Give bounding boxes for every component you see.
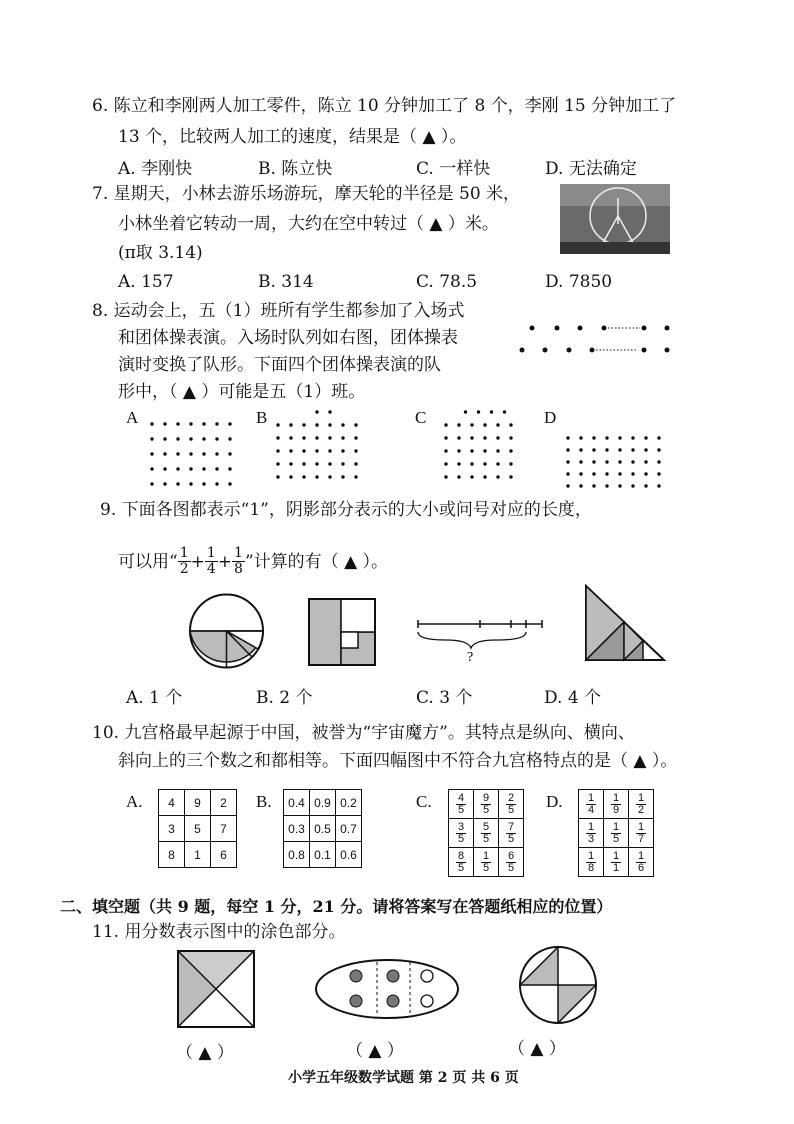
formation-dot bbox=[315, 436, 318, 439]
formation-dot bbox=[579, 448, 582, 451]
q7-line1: 7. 星期天，小林去游乐场游玩，摩天轮的半径是 50 米， bbox=[92, 184, 521, 204]
formation-dot bbox=[496, 462, 499, 465]
formation-dot bbox=[150, 467, 153, 470]
formation-dot bbox=[496, 475, 499, 478]
formation-dot bbox=[341, 462, 344, 465]
formation-dot bbox=[579, 460, 582, 463]
q8-option-b: B bbox=[256, 408, 268, 427]
q7-option-c: C. 78.5 bbox=[416, 272, 478, 292]
formation-dot bbox=[302, 449, 305, 452]
formation-dot bbox=[496, 436, 499, 439]
q11-answer-2: （ ▲ ） bbox=[346, 1041, 404, 1061]
formation-dot bbox=[644, 460, 647, 463]
q11-answer-3: （ ▲ ） bbox=[508, 1039, 566, 1059]
formation-dot bbox=[215, 437, 218, 440]
formation-dot bbox=[657, 484, 660, 487]
formation-dot bbox=[150, 437, 153, 440]
formation-c-dots bbox=[440, 408, 540, 488]
formation-dot bbox=[618, 484, 621, 487]
formation-dot bbox=[202, 422, 205, 425]
formation-dot bbox=[289, 462, 292, 465]
formation-dot bbox=[289, 423, 292, 426]
q10-option-b: B. bbox=[256, 792, 272, 811]
grid-cell: $\frac{4}{5}$ bbox=[449, 790, 474, 819]
formation-dot bbox=[592, 484, 595, 487]
grid-cell: $\frac{3}{5}$ bbox=[449, 819, 474, 848]
q10-grid-b bbox=[283, 789, 362, 868]
q9-triangle-figure bbox=[584, 584, 668, 664]
formation-dot bbox=[444, 462, 447, 465]
formation-dot bbox=[444, 436, 447, 439]
formation-dot bbox=[444, 423, 447, 426]
q10-option-c: C. bbox=[416, 792, 432, 811]
grid-cell: 0.1 bbox=[310, 842, 336, 868]
entrance-formation bbox=[512, 318, 682, 360]
grid-cell: 0.2 bbox=[336, 790, 362, 816]
grid-cell: $\frac{6}{5}$ bbox=[499, 848, 524, 877]
formation-dot bbox=[644, 436, 647, 439]
formation-dot bbox=[163, 482, 166, 485]
formation-dot bbox=[315, 462, 318, 465]
grid-cell: $\frac{7}{5}$ bbox=[499, 819, 524, 848]
q11-square-figure bbox=[176, 949, 256, 1031]
grid-cell: 6 bbox=[211, 842, 237, 868]
formation-dot bbox=[354, 449, 357, 452]
formation-dot bbox=[657, 472, 660, 475]
grid-cell: 0.8 bbox=[284, 842, 310, 868]
q9-plus: + bbox=[190, 551, 205, 572]
formation-dot bbox=[470, 436, 473, 439]
q9-square-figure bbox=[308, 598, 378, 668]
formation-dot bbox=[509, 475, 512, 478]
page-footer: 小学五年级数学试题 第 2 页 共 6 页 bbox=[288, 1070, 519, 1086]
grid-cell: $\frac{2}{5}$ bbox=[499, 790, 524, 819]
q9-question-mark: ? bbox=[467, 650, 474, 665]
formation-dot bbox=[618, 472, 621, 475]
q10-option-a: A. bbox=[126, 792, 143, 811]
formation-dot bbox=[483, 462, 486, 465]
q9-option-b: B. 2 个 bbox=[256, 688, 313, 708]
grid-cell: $\frac{1}{3}$ bbox=[579, 819, 604, 848]
formation-dot bbox=[341, 436, 344, 439]
q9-line1: 9. 下面各图都表示“1”，阴影部分表示的大小或问号对应的长度， bbox=[100, 500, 592, 520]
formation-dot bbox=[605, 436, 608, 439]
formation-dot bbox=[176, 452, 179, 455]
formation-dot bbox=[215, 452, 218, 455]
formation-dot bbox=[150, 482, 153, 485]
formation-dot bbox=[163, 437, 166, 440]
formation-dot bbox=[215, 482, 218, 485]
q7-line2: 小林坐着它转动一周，大约在空中转过（ ▲ ）米。 bbox=[118, 214, 499, 234]
formation-dot bbox=[605, 472, 608, 475]
formation-dot bbox=[592, 460, 595, 463]
grid-cell: 1 bbox=[185, 842, 211, 868]
q8-option-a: A bbox=[126, 408, 139, 427]
grid-cell: 3 bbox=[159, 816, 185, 842]
formation-dot bbox=[202, 482, 205, 485]
q10-line1: 10. 九宫格最早起源于中国，被誉为“宇宙魔方”。其特点是纵向、横向、 bbox=[92, 723, 635, 743]
formation-dot bbox=[457, 436, 460, 439]
formation-dot bbox=[176, 467, 179, 470]
formation-dot bbox=[276, 436, 279, 439]
q9-line2 bbox=[118, 546, 388, 577]
formation-a-dots bbox=[146, 408, 246, 488]
grid-cell: 0.3 bbox=[284, 816, 310, 842]
q11-oval-figure bbox=[314, 958, 460, 1020]
formation-dot bbox=[289, 475, 292, 478]
q7-line3: (π取 3.14) bbox=[118, 243, 203, 263]
formation-dot bbox=[457, 423, 460, 426]
formation-dot bbox=[605, 460, 608, 463]
grid-cell: 5 bbox=[185, 816, 211, 842]
formation-dot bbox=[302, 475, 305, 478]
formation-dot bbox=[228, 422, 231, 425]
q9-option-a: A. 1 个 bbox=[126, 688, 183, 708]
grid-cell: $\frac{1}{5}$ bbox=[474, 848, 499, 877]
formation-dot bbox=[470, 475, 473, 478]
q6-option-a: A. 李刚快 bbox=[118, 159, 193, 179]
formation-dot bbox=[483, 475, 486, 478]
formation-dot bbox=[457, 462, 460, 465]
formation-dot bbox=[644, 472, 647, 475]
formation-dot bbox=[566, 448, 569, 451]
formation-dot bbox=[631, 472, 634, 475]
formation-dot bbox=[444, 475, 447, 478]
formation-dot bbox=[631, 460, 634, 463]
formation-dot bbox=[176, 482, 179, 485]
formation-dot bbox=[302, 423, 305, 426]
formation-dot bbox=[457, 475, 460, 478]
formation-dot bbox=[483, 449, 486, 452]
q9-option-c: C. 3 个 bbox=[416, 688, 473, 708]
formation-dot bbox=[354, 475, 357, 478]
formation-dot bbox=[276, 423, 279, 426]
formation-dot bbox=[354, 436, 357, 439]
formation-dot bbox=[189, 422, 192, 425]
formation-dot bbox=[341, 449, 344, 452]
formation-dot bbox=[176, 437, 179, 440]
grid-cell: $\frac{1}{9}$ bbox=[604, 790, 629, 819]
formation-dot bbox=[215, 467, 218, 470]
q11-circle-figure bbox=[517, 944, 601, 1028]
q8-line3: 演时变换了队形。下面四个团体操表演的队 bbox=[118, 355, 441, 375]
formation-dot bbox=[328, 423, 331, 426]
formation-dot bbox=[150, 452, 153, 455]
q7-option-d: D. 7850 bbox=[545, 272, 613, 292]
formation-dot bbox=[631, 448, 634, 451]
q8-line2: 和团体操表演。入场时队列如右图，团体操表 bbox=[118, 328, 458, 348]
q11-answer-1: （ ▲ ） bbox=[176, 1043, 234, 1063]
formation-dot bbox=[315, 410, 318, 413]
q10-option-d: D. bbox=[546, 792, 563, 811]
grid-cell: $\frac{1}{2}$ bbox=[629, 790, 654, 819]
q6-line2: 13 个，比较两人加工的速度，结果是（ ▲ ）。 bbox=[118, 127, 467, 147]
q9-frac-quarter: $\frac{1}{4}$ bbox=[206, 545, 216, 577]
formation-dot bbox=[509, 449, 512, 452]
q9-line2-pre: 可以用“ bbox=[118, 551, 178, 572]
formation-dot bbox=[605, 448, 608, 451]
formation-dot bbox=[189, 467, 192, 470]
formation-dot bbox=[228, 467, 231, 470]
formation-dot bbox=[579, 436, 582, 439]
formation-dot bbox=[228, 452, 231, 455]
grid-cell: 2 bbox=[211, 790, 237, 816]
q8-line1: 8. 运动会上，五（1）班所有学生都参加了入场式 bbox=[92, 301, 465, 321]
formation-dot bbox=[566, 472, 569, 475]
formation-dot bbox=[592, 436, 595, 439]
q6-option-d: D. 无法确定 bbox=[545, 159, 637, 179]
formation-dot bbox=[202, 452, 205, 455]
formation-dot bbox=[189, 437, 192, 440]
formation-dot bbox=[605, 484, 608, 487]
formation-dot bbox=[215, 422, 218, 425]
grid-cell: 8 bbox=[159, 842, 185, 868]
formation-dot bbox=[509, 423, 512, 426]
formation-dot bbox=[354, 423, 357, 426]
formation-dot bbox=[328, 449, 331, 452]
formation-dot bbox=[228, 482, 231, 485]
formation-dot bbox=[354, 462, 357, 465]
formation-dot bbox=[315, 423, 318, 426]
q6-option-c: C. 一样快 bbox=[416, 159, 491, 179]
formation-dot bbox=[566, 436, 569, 439]
formation-dot bbox=[631, 436, 634, 439]
formation-dot bbox=[328, 436, 331, 439]
formation-dot bbox=[328, 410, 331, 413]
formation-dot bbox=[163, 467, 166, 470]
formation-d-dots bbox=[562, 408, 672, 488]
formation-dot bbox=[289, 449, 292, 452]
formation-dot bbox=[566, 460, 569, 463]
grid-cell: 0.9 bbox=[310, 790, 336, 816]
q10-grid-c bbox=[448, 789, 524, 877]
ferris-wheel-photo bbox=[560, 184, 670, 259]
formation-dot bbox=[163, 422, 166, 425]
formation-dot bbox=[150, 422, 153, 425]
grid-cell: $\frac{1}{6}$ bbox=[629, 848, 654, 877]
formation-dot bbox=[470, 449, 473, 452]
grid-cell: $\frac{1}{5}$ bbox=[604, 819, 629, 848]
q9-frac-half: $\frac{1}{2}$ bbox=[179, 545, 189, 577]
formation-dot bbox=[202, 467, 205, 470]
q10-line2: 斜向上的三个数之和都相等。下面四幅图中不符合九宫格特点的是（ ▲ ）。 bbox=[118, 751, 678, 771]
grid-cell: $\frac{5}{5}$ bbox=[474, 819, 499, 848]
formation-dot bbox=[341, 475, 344, 478]
formation-dot bbox=[496, 449, 499, 452]
q11-line1: 11. 用分数表示图中的涂色部分。 bbox=[92, 922, 346, 942]
formation-dot bbox=[509, 462, 512, 465]
q8-line4: 形中，（ ▲ ）可能是五（1）班。 bbox=[118, 382, 366, 402]
grid-cell: $\frac{1}{4}$ bbox=[579, 790, 604, 819]
formation-dot bbox=[302, 462, 305, 465]
q9-line2-post: ”计算的有（ ▲ ）。 bbox=[244, 551, 389, 572]
formation-dot bbox=[644, 484, 647, 487]
q9-circle-figure bbox=[188, 593, 268, 673]
grid-cell: $\frac{8}{5}$ bbox=[449, 848, 474, 877]
formation-dot bbox=[618, 460, 621, 463]
formation-dot bbox=[176, 422, 179, 425]
formation-dot bbox=[189, 482, 192, 485]
formation-dot bbox=[341, 423, 344, 426]
formation-dot bbox=[202, 437, 205, 440]
q6-line1: 6. 陈立和李刚两人加工零件，陈立 10 分钟加工了 8 个，李刚 15 分钟加工了 bbox=[92, 96, 677, 116]
q10-grid-a bbox=[158, 789, 237, 868]
grid-cell: 0.7 bbox=[336, 816, 362, 842]
formation-dot bbox=[483, 436, 486, 439]
q7-option-a: A. 157 bbox=[118, 272, 174, 292]
formation-dot bbox=[657, 436, 660, 439]
formation-dot bbox=[483, 423, 486, 426]
formation-dot bbox=[328, 462, 331, 465]
grid-cell: 0.4 bbox=[284, 790, 310, 816]
formation-dot bbox=[276, 475, 279, 478]
formation-dot bbox=[470, 462, 473, 465]
q10-grid-d bbox=[578, 789, 654, 877]
grid-cell: $\frac{1}{1}$ bbox=[604, 848, 629, 877]
formation-dot bbox=[657, 448, 660, 451]
q8-option-c: C bbox=[415, 408, 427, 427]
formation-dot bbox=[276, 449, 279, 452]
formation-dot bbox=[592, 472, 595, 475]
formation-dot bbox=[315, 449, 318, 452]
q9-option-d: D. 4 个 bbox=[544, 688, 602, 708]
formation-dot bbox=[470, 423, 473, 426]
grid-cell: $\frac{1}{7}$ bbox=[629, 819, 654, 848]
formation-dot bbox=[302, 436, 305, 439]
formation-dot bbox=[276, 462, 279, 465]
formation-dot bbox=[228, 437, 231, 440]
formation-dot bbox=[509, 436, 512, 439]
formation-dot bbox=[328, 475, 331, 478]
section2-heading: 二、填空题（共 9 题，每空 1 分，21 分。请将答案写在答题纸相应的位置） bbox=[60, 897, 613, 916]
formation-dot bbox=[618, 436, 621, 439]
formation-dot bbox=[163, 452, 166, 455]
formation-dot bbox=[477, 410, 480, 413]
formation-dot bbox=[315, 475, 318, 478]
formation-dot bbox=[464, 410, 467, 413]
grid-cell: $\frac{1}{8}$ bbox=[579, 848, 604, 877]
formation-dot bbox=[566, 484, 569, 487]
formation-dot bbox=[289, 436, 292, 439]
q8-option-d: D bbox=[544, 408, 557, 427]
formation-dot bbox=[618, 448, 621, 451]
grid-cell: 4 bbox=[159, 790, 185, 816]
q9-segment-figure bbox=[416, 620, 546, 665]
grid-cell: 0.6 bbox=[336, 842, 362, 868]
q9-frac-eighth: $\frac{1}{8}$ bbox=[234, 545, 243, 577]
formation-dot bbox=[657, 460, 660, 463]
q7-option-b: B. 314 bbox=[258, 272, 314, 292]
formation-dot bbox=[579, 484, 582, 487]
formation-dot bbox=[503, 410, 506, 413]
formation-dot bbox=[457, 449, 460, 452]
q6-option-b: B. 陈立快 bbox=[258, 159, 333, 179]
formation-b-dots bbox=[272, 408, 372, 488]
formation-dot bbox=[644, 448, 647, 451]
grid-cell: 9 bbox=[185, 790, 211, 816]
formation-dot bbox=[579, 472, 582, 475]
formation-dot bbox=[189, 452, 192, 455]
q9-plus: + bbox=[217, 551, 233, 572]
grid-cell: 7 bbox=[211, 816, 237, 842]
grid-cell: $\frac{9}{5}$ bbox=[474, 790, 499, 819]
formation-dot bbox=[496, 423, 499, 426]
formation-dot bbox=[490, 410, 493, 413]
formation-dot bbox=[592, 448, 595, 451]
grid-cell: 0.5 bbox=[310, 816, 336, 842]
formation-dot bbox=[631, 484, 634, 487]
formation-dot bbox=[444, 449, 447, 452]
